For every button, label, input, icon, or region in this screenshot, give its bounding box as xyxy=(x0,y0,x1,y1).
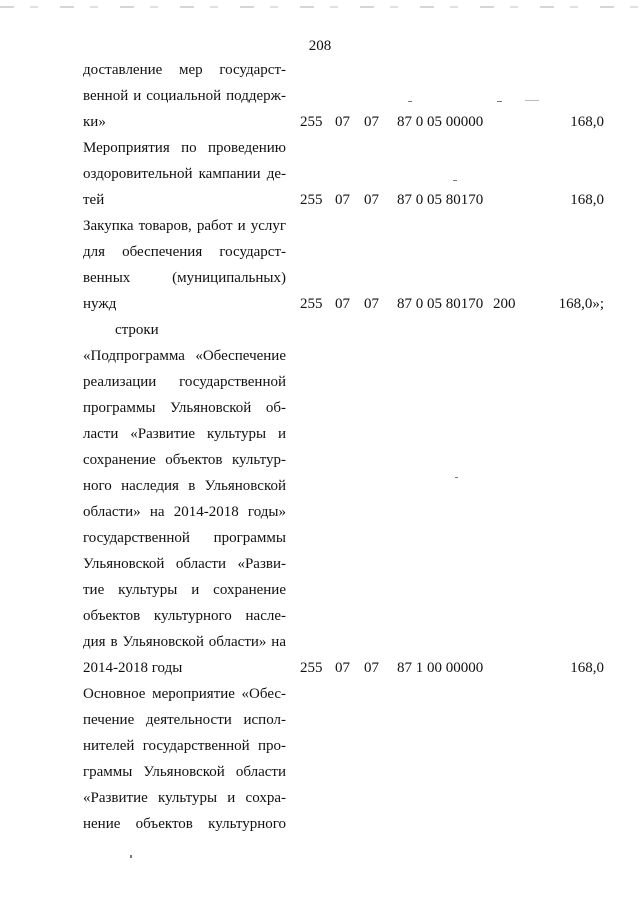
cell-csr: 87 0 05 00000 xyxy=(397,114,484,130)
scan-artifact-top xyxy=(0,6,640,8)
scan-speck xyxy=(453,180,457,181)
row-description-line: нение объектов культурного xyxy=(83,816,286,832)
row-description-line: оздоровительной кампании де- xyxy=(83,166,286,182)
cell-ved: 255 xyxy=(300,192,323,208)
cell-csr: 87 0 05 80170 xyxy=(397,296,484,312)
cell-ved: 255 xyxy=(300,660,323,676)
cell-sum: 168,0 xyxy=(570,114,604,130)
row-description-line: «Подпрограмма «Обеспечение xyxy=(83,348,286,364)
cell-ved: 255 xyxy=(300,114,323,130)
cell-sum: 168,0 xyxy=(570,192,604,208)
row-description-line: венных (муниципальных) xyxy=(83,270,286,286)
row-description-line: для обеспечения государст- xyxy=(83,244,286,260)
cell-rz: 07 xyxy=(335,114,350,130)
cell-sum: 168,0 xyxy=(570,660,604,676)
row-description-line: ласти «Развитие культуры и xyxy=(83,426,286,442)
row-description-line: Закупка товаров, работ и услуг xyxy=(83,218,286,234)
row-description-line: тей xyxy=(83,192,105,208)
row-description-line: печение деятельности испол- xyxy=(83,712,286,728)
row-description-line: ного наследия в Ульяновской xyxy=(83,478,286,494)
page-number: 208 xyxy=(308,38,332,54)
cell-pr: 07 xyxy=(364,296,379,312)
cell-ved: 255 xyxy=(300,296,323,312)
row-description-line: ки» xyxy=(83,114,106,130)
cell-rz: 07 xyxy=(335,192,350,208)
scan-speck xyxy=(130,855,132,858)
row-description-line: программы Ульяновской об- xyxy=(83,400,286,416)
row-description-line: реализации государственной xyxy=(83,374,286,390)
row-description-line: Мероприятия по проведению xyxy=(83,140,286,156)
cell-pr: 07 xyxy=(364,192,379,208)
scan-speck xyxy=(408,101,412,102)
row-description-line: нужд xyxy=(83,296,117,312)
cell-sum: 168,0»; xyxy=(558,296,604,312)
row-description-line: объектов культурного насле- xyxy=(83,608,286,624)
cell-rz: 07 xyxy=(335,660,350,676)
scan-speck xyxy=(455,477,458,478)
cell-pr: 07 xyxy=(364,114,379,130)
cell-vr: 200 xyxy=(493,296,516,312)
row-description-line: доставление мер государст- xyxy=(83,62,286,78)
row-description-line: тие культуры и сохранение xyxy=(83,582,286,598)
row-description-line: дия в Ульяновской области» на xyxy=(83,634,286,650)
cell-rz: 07 xyxy=(335,296,350,312)
row-description-line: Основное мероприятие «Обес- xyxy=(83,686,286,702)
row-description-line: нителей государственной про- xyxy=(83,738,286,754)
row-description-line: 2014-2018 годы xyxy=(83,660,183,676)
row-description-line: венной и социальной поддерж- xyxy=(83,88,286,104)
cell-csr: 87 1 00 00000 xyxy=(397,660,484,676)
row-description-line: граммы Ульяновской области xyxy=(83,764,286,780)
cell-pr: 07 xyxy=(364,660,379,676)
cell-csr: 87 0 05 80170 xyxy=(397,192,484,208)
row-description-line: сохранение объектов культур- xyxy=(83,452,286,468)
row-description-line: области» на 2014-2018 годы» xyxy=(83,504,286,520)
scan-speck xyxy=(497,101,502,102)
row-description-line: Ульяновской области «Разви- xyxy=(83,556,286,572)
row-description-line: «Развитие культуры и сохра- xyxy=(83,790,286,806)
row-description-line: государственной программы xyxy=(83,530,286,546)
scan-speck xyxy=(525,100,539,101)
row-description-line: строки xyxy=(115,322,159,338)
